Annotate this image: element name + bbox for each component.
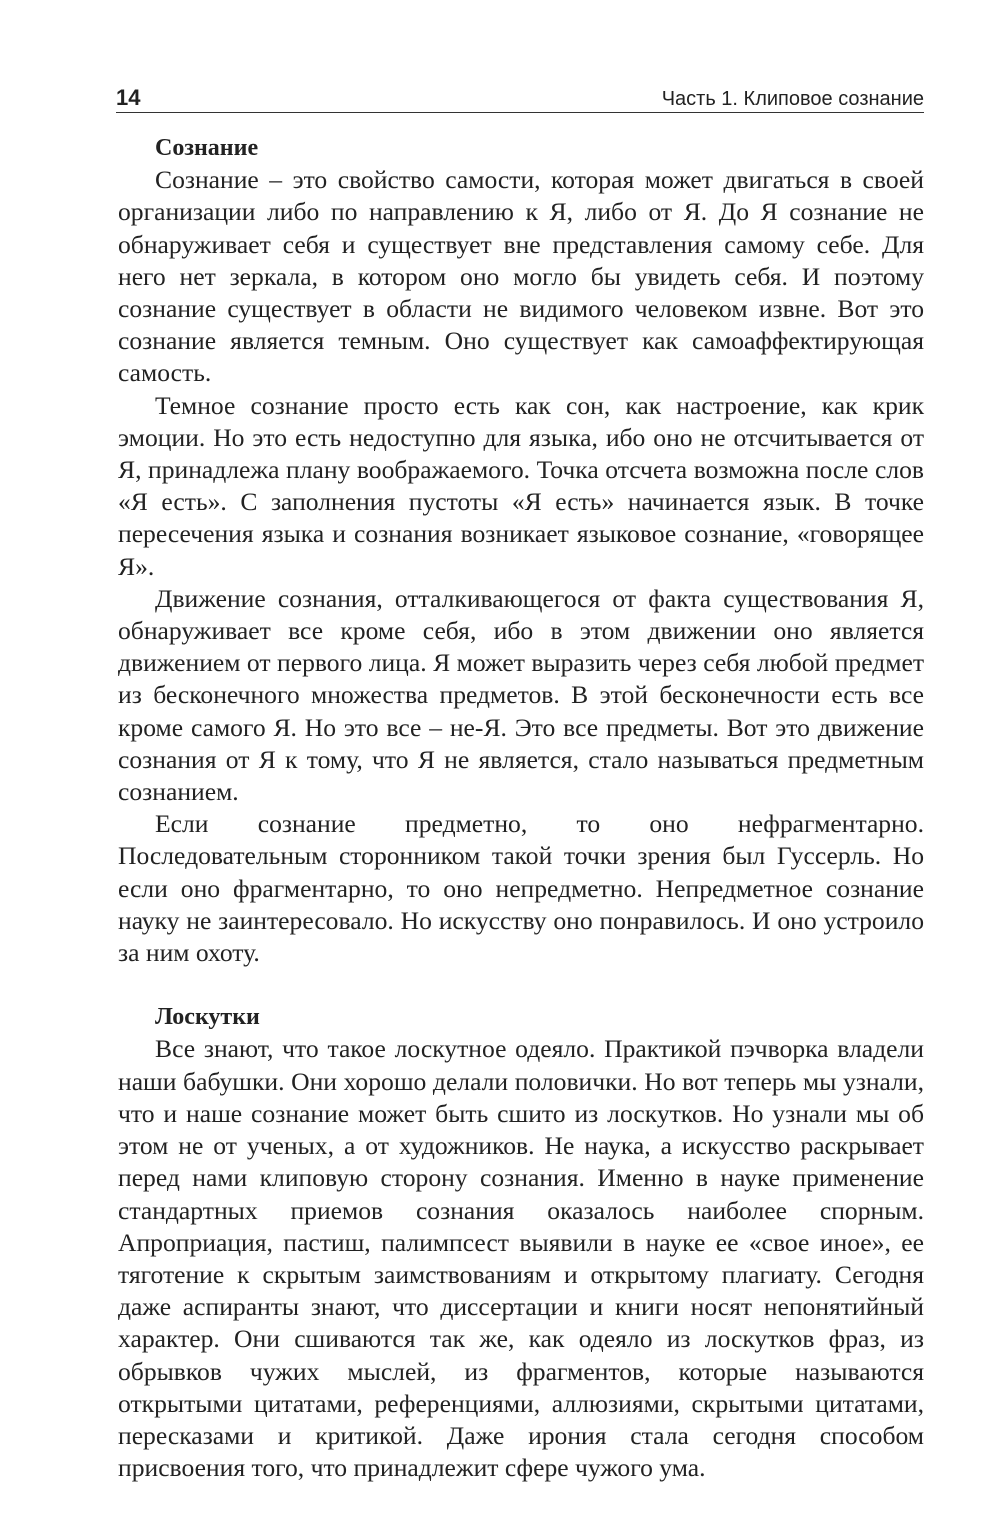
page-body bbox=[118, 132, 924, 1484]
section-heading: Лоскутки bbox=[155, 1004, 260, 1031]
paragraph: Все знают, что такое лоскутное одеяло. Практикой пэчворка владели наши бабушки. Они хорошо делали половички. Но вот теперь мы узнали, что и наше сознание может быть сшито из лоскутков. Но узнали мы об этом не от ученых, а от художников. Не наука, а искусство раскрывает перед нами клиповую сторону сознания. Именно в науке применение стандартных приемов сознания оказалось наиболее спорным. Апроприация, пастиш, палимпсест выявили в науке ее «свое иное», ее тяготение к скрытым заимствованиям и открытому плагиату. Сегодня даже аспиранты знают, что диссертации и книги носят непонятийный характер. Они сшиваются так же, как одеяло из лоскутков фраз, из обрывков чужих мыслей, из фрагментов, которые называются открытыми цитатами, референциями, аллюзиями, скрытыми цитатами, пересказами и критикой. Даже ирония стала сегодня способом присвоения того, что принадлежит сфере чужого ума. bbox=[118, 1034, 924, 1483]
running-title: Часть 1. Клиповое сознание bbox=[661, 88, 924, 110]
section-patches bbox=[118, 1001, 924, 1484]
page-number: 14 bbox=[116, 85, 141, 110]
section-heading: Сознание bbox=[155, 135, 259, 161]
page-header bbox=[116, 84, 924, 113]
paragraph: Сознание – это свойство самости, которая может двигаться в своей организации либо по направлению к Я, либо от Я. До Я сознание не обнаруживает себя и существует вне представления самому себе. Для него нет зеркала, в котором оно могло бы увидеть себя. И поэтому сознание существует в области не видимого человеком извне. Вот это сознание является темным. Оно существует как самоаффектирующая самость. bbox=[118, 165, 924, 388]
paragraph: Темное сознание просто есть как сон, как настроение, как крик эмоции. Но это есть недоступно для языка, ибо оно не отсчитывается от Я, принадлежа плану воображаемого. Точка отсчета возможна после слов «Я есть». С заполнения пустоты «Я есть» начинается язык. В точке пересечения языка и сознания возникает языковое сознание, «говорящее Я». bbox=[118, 390, 924, 581]
paragraph: Если сознание предметно, то оно нефрагментарно. Последовательным сторонником такой точки зрения был Гуссерль. Но если оно фрагментарно, то оно непредметно. Непредметное сознание науку не заинтересовало. Но искусству оно понравилось. И оно устроило за ним охоту. bbox=[118, 809, 924, 968]
paragraph: Движение сознания, отталкивающегося от факта существования Я, обнаруживает все кроме себя, ибо в этом движении оно является движением от первого лица. Я может выразить через себя любой предмет из бесконечного множества предметов. В этой бесконечности есть все кроме самого Я. Но это все – не-Я. Это все предметы. Вот это движение сознания от Я к тому, что Я не является, стало называться предметным сознанием. bbox=[118, 583, 924, 807]
section-consciousness bbox=[118, 132, 924, 969]
